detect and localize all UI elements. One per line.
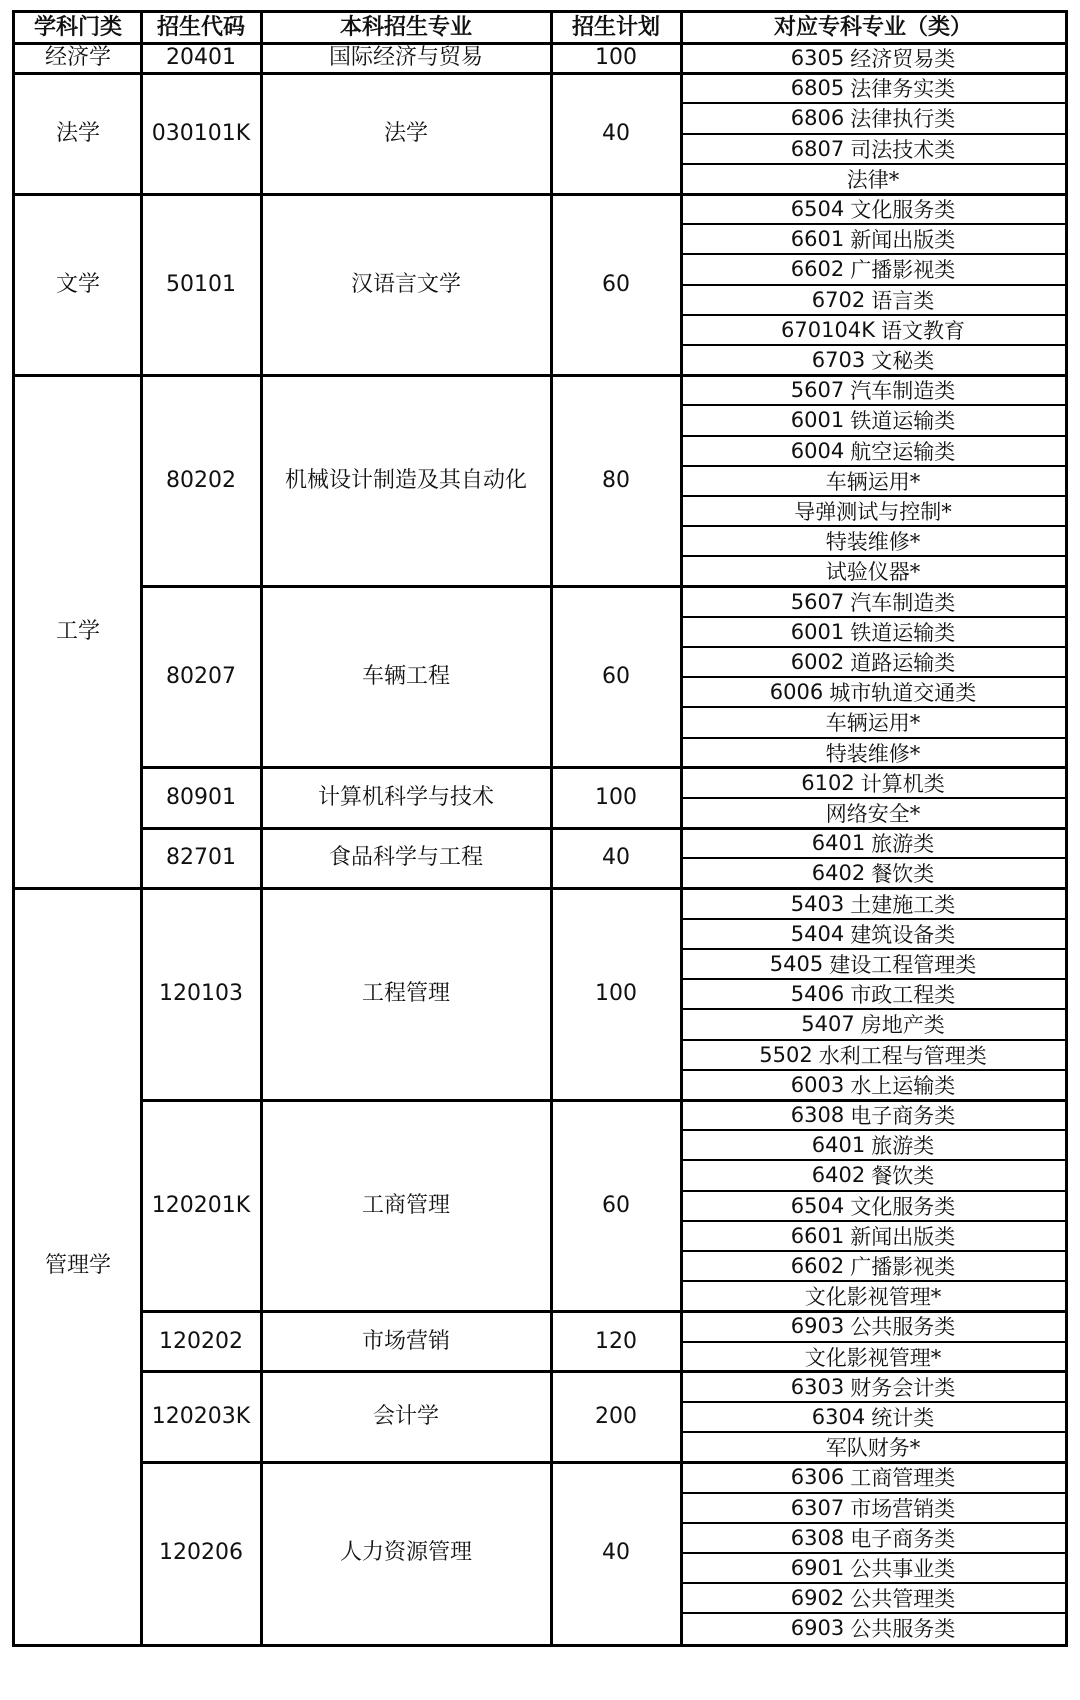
related-major-item — [681, 1130, 1065, 1160]
major-plan: 80 — [602, 467, 630, 493]
header-related: 对应专科专业（类） — [773, 15, 972, 40]
row-rule — [681, 1250, 1065, 1252]
related-code: 6504 — [790, 1193, 845, 1218]
major-code: 120103 — [159, 981, 243, 1007]
row-rule — [681, 253, 1065, 255]
related-name: 水上运输类 — [850, 1073, 956, 1098]
related-major-item — [681, 1432, 1065, 1462]
related-code: 6306 — [790, 1465, 845, 1490]
related-major-item — [681, 43, 1065, 73]
row-rule — [681, 1582, 1065, 1584]
related-name: 水利工程与管理类 — [818, 1043, 987, 1068]
related-name: 文秘类 — [871, 349, 935, 374]
major-plan: 100 — [595, 45, 637, 71]
category-cell: 法学 — [55, 120, 100, 146]
related-name: 法律执行类 — [850, 107, 956, 132]
related-name: 旅游类 — [871, 1134, 935, 1159]
related-major-item — [681, 677, 1065, 707]
row-rule — [681, 284, 1065, 286]
related-name: 市场营销类 — [850, 1496, 956, 1521]
related-code: 6401 — [811, 1133, 866, 1158]
related-major-item — [681, 345, 1065, 375]
related-code: 6402 — [811, 1163, 866, 1188]
related-name: 餐饮类 — [871, 862, 935, 887]
related-name: 特装维修* — [825, 741, 921, 766]
related-major-item — [681, 1160, 1065, 1190]
major-name: 汉语言文学 — [350, 271, 461, 297]
related-name: 统计类 — [871, 1406, 935, 1431]
related-code: 6308 — [790, 1103, 845, 1128]
row-rule — [681, 404, 1065, 406]
related-code: 6401 — [811, 831, 866, 856]
related-name: 语言类 — [871, 288, 935, 313]
related-name: 铁道运输类 — [850, 620, 956, 645]
related-major-item — [681, 315, 1065, 345]
row-rule — [681, 465, 1065, 467]
category-cell: 经济学 — [44, 45, 111, 71]
major-name: 国际经济与贸易 — [328, 45, 483, 71]
related-name: 建筑设备类 — [850, 922, 956, 947]
related-major-item — [681, 134, 1065, 164]
related-major-item — [681, 1342, 1065, 1372]
related-major-item — [681, 285, 1065, 315]
related-name: 公共服务类 — [850, 1315, 956, 1340]
related-code: 5405 — [769, 952, 824, 977]
major-plan: 60 — [602, 271, 630, 297]
row-rule — [681, 857, 1065, 859]
related-code: 6307 — [790, 1495, 845, 1520]
row-rule — [681, 676, 1065, 678]
related-major-item — [681, 1251, 1065, 1281]
related-code: 670104K — [781, 317, 875, 342]
category-cell: 管理学 — [44, 1253, 111, 1279]
major-code: 82701 — [166, 845, 236, 871]
row-rule — [681, 344, 1065, 346]
row-rule — [681, 1492, 1065, 1494]
major-name: 法学 — [383, 120, 428, 146]
row-rule — [681, 133, 1065, 135]
header-category: 学科门类 — [33, 15, 122, 40]
related-major-item — [681, 1493, 1065, 1523]
related-name: 房地产类 — [860, 1013, 945, 1038]
related-major-item — [681, 647, 1065, 677]
related-name: 试验仪器* — [825, 560, 921, 585]
row-rule — [681, 616, 1065, 618]
row-rule — [681, 1552, 1065, 1554]
related-name: 文化服务类 — [850, 198, 956, 223]
row-rule — [681, 1522, 1065, 1524]
related-major-item — [681, 1221, 1065, 1251]
related-major-item — [681, 798, 1065, 828]
related-major-item — [681, 436, 1065, 466]
header-major: 本科招生专业 — [339, 15, 472, 40]
row-rule — [681, 1069, 1065, 1071]
related-name: 工商管理类 — [850, 1466, 956, 1491]
related-major-item — [681, 1070, 1065, 1100]
related-major-item — [681, 828, 1065, 858]
related-code: 5607 — [790, 378, 845, 403]
related-name: 文化服务类 — [850, 1194, 956, 1219]
related-code: 6006 — [769, 680, 824, 705]
row-rule — [681, 1220, 1065, 1222]
major-code: 120201K — [151, 1192, 251, 1218]
related-major-item — [681, 889, 1065, 919]
related-major-item — [681, 1311, 1065, 1341]
related-code: 6402 — [811, 861, 866, 886]
row-rule — [681, 737, 1065, 739]
row-rule — [681, 102, 1065, 104]
related-name: 公共服务类 — [850, 1617, 956, 1642]
related-code: 6903 — [790, 1616, 845, 1641]
related-name: 司法技术类 — [850, 137, 956, 162]
major-code: 120206 — [159, 1539, 243, 1565]
related-name: 电子商务类 — [850, 1104, 956, 1129]
related-code: 6903 — [790, 1314, 845, 1339]
related-major-item — [681, 949, 1065, 979]
related-major-item — [681, 224, 1065, 254]
row-rule — [681, 1280, 1065, 1282]
related-name: 导弹测试与控制* — [794, 500, 952, 525]
related-code: 5403 — [790, 891, 845, 916]
major-name: 工程管理 — [361, 981, 450, 1007]
major-name: 车辆工程 — [361, 664, 450, 690]
related-code: 5406 — [790, 982, 845, 1007]
major-plan: 60 — [602, 664, 630, 690]
column-rule — [140, 13, 143, 1644]
row-rule — [681, 797, 1065, 799]
related-major-item — [681, 1462, 1065, 1492]
related-major-item — [681, 194, 1065, 224]
row-rule — [681, 163, 1065, 165]
major-code: 120202 — [159, 1328, 243, 1354]
related-code: 5607 — [790, 589, 845, 614]
row-rule — [681, 1401, 1065, 1403]
major-name: 会计学 — [372, 1404, 439, 1430]
related-major-item — [681, 1191, 1065, 1221]
row-rule — [681, 1190, 1065, 1192]
related-major-item — [681, 1583, 1065, 1613]
row-rule — [681, 555, 1065, 557]
major-name: 食品科学与工程 — [328, 845, 483, 871]
related-name: 城市轨道交通类 — [829, 681, 977, 706]
related-code: 5404 — [790, 921, 845, 946]
related-name: 文化影视管理* — [804, 1345, 942, 1370]
major-code: 80901 — [166, 784, 236, 810]
row-rule — [681, 1159, 1065, 1161]
related-name: 法律务实类 — [850, 77, 956, 102]
related-name: 汽车制造类 — [850, 379, 956, 404]
related-major-item — [681, 254, 1065, 284]
related-major-item — [681, 1372, 1065, 1402]
category-cell: 文学 — [55, 271, 100, 297]
major-code: 50101 — [166, 271, 236, 297]
major-code: 20401 — [166, 45, 236, 71]
related-name: 建设工程管理类 — [829, 953, 977, 978]
related-name: 经济贸易类 — [850, 47, 956, 72]
related-major-item — [681, 738, 1065, 768]
related-code: 6305 — [790, 46, 845, 71]
row-rule — [681, 1129, 1065, 1131]
row-rule — [681, 314, 1065, 316]
row-rule — [681, 918, 1065, 920]
major-name: 人力资源管理 — [339, 1539, 472, 1565]
major-plan: 100 — [595, 784, 637, 810]
related-code: 6102 — [801, 770, 855, 795]
related-name: 计算机类 — [860, 771, 945, 796]
related-name: 电子商务类 — [850, 1526, 956, 1551]
related-major-item — [681, 466, 1065, 496]
header-code: 招生代码 — [156, 15, 245, 40]
related-code: 6303 — [790, 1374, 845, 1399]
related-major-item — [681, 1402, 1065, 1432]
related-major-item — [681, 1040, 1065, 1070]
major-plan: 40 — [602, 120, 630, 146]
related-major-item — [681, 405, 1065, 435]
column-rule — [260, 13, 263, 1644]
page — [12, 10, 1068, 1647]
related-major-item — [681, 73, 1065, 103]
related-code: 5502 — [759, 1042, 813, 1067]
related-name: 土建施工类 — [850, 892, 956, 917]
related-major-item — [681, 556, 1065, 586]
related-name: 铁道运输类 — [850, 409, 956, 434]
major-name: 机械设计制造及其自动化 — [284, 467, 527, 493]
related-name: 公共事业类 — [850, 1557, 956, 1582]
major-plan: 120 — [595, 1328, 637, 1354]
major-plan: 60 — [602, 1192, 630, 1218]
related-name: 航空运输类 — [850, 439, 956, 464]
related-name: 公共管理类 — [850, 1587, 956, 1612]
row-rule — [681, 223, 1065, 225]
related-name: 法律* — [846, 167, 900, 192]
related-name: 广播影视类 — [850, 1255, 956, 1280]
related-major-item — [681, 1523, 1065, 1553]
major-plan: 100 — [595, 981, 637, 1007]
major-plan: 200 — [595, 1404, 637, 1430]
related-code: 6003 — [790, 1072, 845, 1097]
related-code: 6602 — [790, 257, 845, 282]
related-code: 6806 — [790, 106, 845, 131]
related-major-item — [681, 979, 1065, 1009]
related-major-item — [681, 1613, 1065, 1643]
related-major-item — [681, 617, 1065, 647]
major-plan: 40 — [602, 845, 630, 871]
related-code: 6304 — [811, 1405, 866, 1430]
related-major-item — [681, 103, 1065, 133]
category-cell: 工学 — [55, 618, 100, 644]
major-name: 市场营销 — [361, 1328, 450, 1354]
enrollment-table — [12, 10, 1068, 1647]
related-name: 网络安全* — [825, 802, 921, 827]
row-rule — [681, 948, 1065, 950]
related-code: 6807 — [790, 136, 845, 161]
major-code: 030101K — [151, 120, 251, 146]
related-code: 6703 — [811, 348, 866, 373]
major-code: 80207 — [166, 664, 236, 690]
related-code: 6308 — [790, 1525, 845, 1550]
related-name: 特装维修* — [825, 530, 921, 555]
column-rule — [550, 13, 553, 1644]
related-code: 6601 — [790, 1223, 845, 1248]
related-major-item — [681, 919, 1065, 949]
related-code: 6001 — [790, 619, 845, 644]
related-major-item — [681, 1009, 1065, 1039]
row-rule — [681, 1612, 1065, 1614]
major-code: 80202 — [166, 467, 236, 493]
related-major-item — [681, 164, 1065, 194]
related-code: 6004 — [790, 438, 845, 463]
related-code: 6702 — [811, 287, 866, 312]
row-rule — [681, 978, 1065, 980]
related-name: 车辆运用* — [825, 711, 921, 736]
major-plan: 40 — [602, 1539, 630, 1565]
major-code: 120203K — [151, 1404, 251, 1430]
row-rule — [681, 495, 1065, 497]
related-name: 广播影视类 — [850, 258, 956, 283]
related-code: 6602 — [790, 1254, 845, 1279]
row-rule — [681, 1431, 1065, 1433]
row-rule — [681, 435, 1065, 437]
related-major-item — [681, 707, 1065, 737]
related-code: 6601 — [790, 227, 845, 252]
related-name: 文化影视管理* — [804, 1285, 942, 1310]
related-name: 新闻出版类 — [850, 228, 956, 253]
related-major-item — [681, 375, 1065, 405]
row-rule — [681, 646, 1065, 648]
major-name: 计算机科学与技术 — [317, 784, 494, 810]
related-code: 6504 — [790, 197, 845, 222]
related-major-item — [681, 858, 1065, 888]
header-plan: 招生计划 — [571, 15, 660, 40]
related-code: 6901 — [790, 1556, 845, 1581]
related-name: 汽车制造类 — [850, 590, 956, 615]
related-code: 6805 — [790, 76, 845, 101]
related-code: 5407 — [801, 1012, 855, 1037]
major-name: 工商管理 — [361, 1192, 450, 1218]
related-major-item — [681, 496, 1065, 526]
related-major-item — [681, 526, 1065, 556]
related-major-item — [681, 1553, 1065, 1583]
related-major-item — [681, 587, 1065, 617]
row-rule — [681, 1341, 1065, 1343]
row-rule — [681, 525, 1065, 527]
related-name: 新闻出版类 — [850, 1224, 956, 1249]
related-major-item — [681, 1281, 1065, 1311]
related-code: 6002 — [790, 650, 845, 675]
related-name: 语文教育 — [880, 318, 965, 343]
related-name: 财务会计类 — [850, 1375, 956, 1400]
related-code: 6902 — [790, 1586, 845, 1611]
row-rule — [681, 1039, 1065, 1041]
related-name: 军队财务* — [825, 1436, 921, 1461]
related-name: 车辆运用* — [825, 469, 921, 494]
related-name: 市政工程类 — [850, 983, 956, 1008]
row-rule — [681, 1008, 1065, 1010]
column-rule — [680, 13, 683, 1644]
row-rule — [681, 706, 1065, 708]
related-major-item — [681, 1100, 1065, 1130]
related-code: 6001 — [790, 408, 845, 433]
related-name: 餐饮类 — [871, 1164, 935, 1189]
related-major-item — [681, 768, 1065, 798]
related-name: 道路运输类 — [850, 651, 956, 676]
related-name: 旅游类 — [871, 832, 935, 857]
